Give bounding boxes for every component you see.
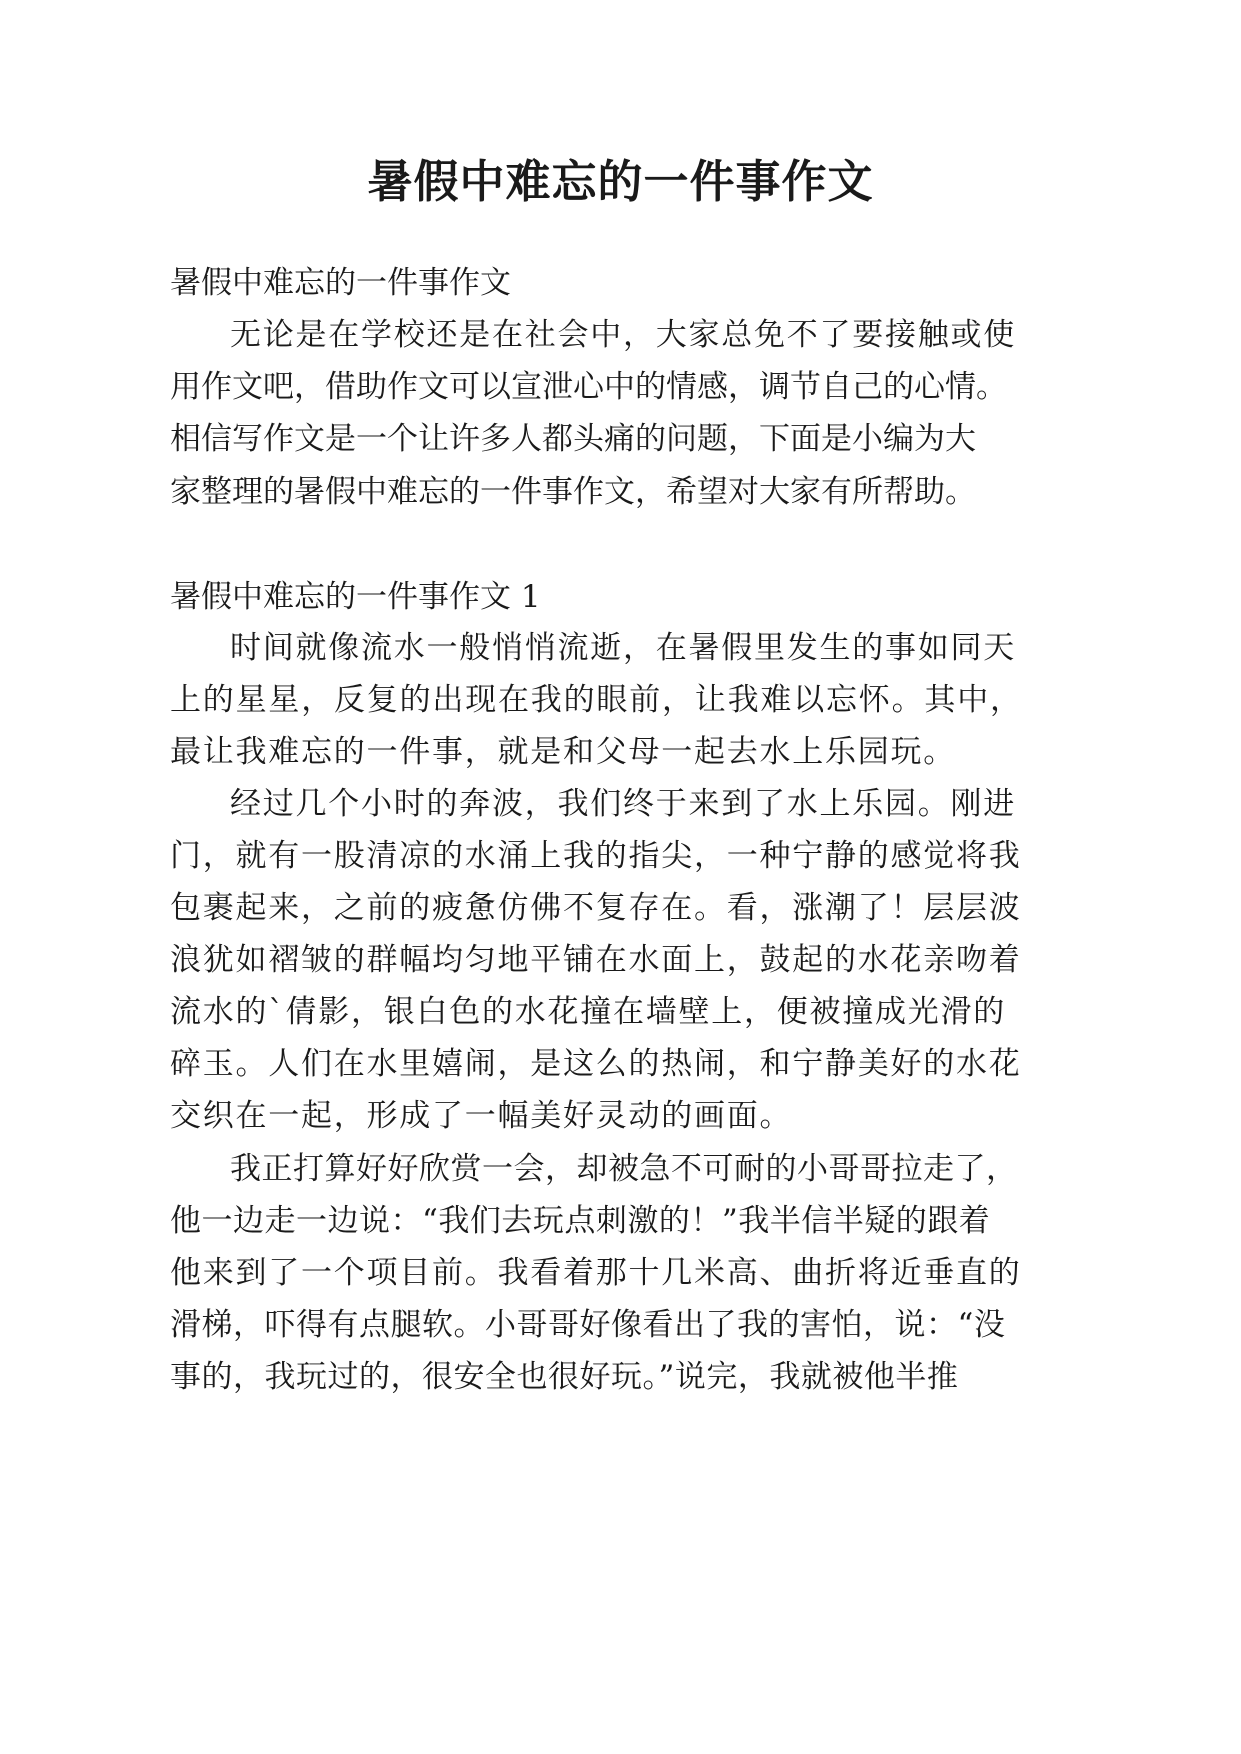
text-line: 交织在一起，形成了一幅美好灵动的画面。 (170, 1098, 793, 1134)
paragraph-line (0, 724, 1241, 780)
text-line: 流水的`倩影，银白色的水花撞在墙壁上，便被撞成光滑的 (170, 994, 1006, 1030)
section-heading (0, 569, 1241, 625)
text-line: 用作文吧，借助作文可以宣泄心中的情感，调节自己的心情。 (170, 369, 1007, 405)
paragraph-line (0, 932, 1241, 988)
paragraph-line (0, 984, 1241, 1040)
paragraph-line (0, 411, 1241, 467)
paragraph-line (0, 1193, 1241, 1249)
text-line: 浪犹如褶皱的群幅均匀地平铺在水面上，鼓起的水花亲吻着 (170, 942, 1022, 978)
text-line: 事的，我玩过的，很安全也很好玩。”说完，我就被他半推 (170, 1359, 959, 1395)
paragraph-line (0, 828, 1241, 884)
text-line: 经过几个小时的奔波，我们终于来到了水上乐园。刚进 (230, 786, 1016, 822)
paragraph-line (0, 1036, 1241, 1092)
paragraph-line (0, 1141, 1241, 1197)
text-line: 门，就有一股清凉的水涌上我的指尖，一种宁静的感觉将我 (170, 838, 1022, 874)
text-line: 最让我难忘的一件事，就是和父母一起去水上乐园玩。 (170, 734, 956, 770)
paragraph-line (0, 1297, 1241, 1353)
text-line: 滑梯，吓得有点腿软。小哥哥好像看出了我的害怕，说：“没 (170, 1307, 1006, 1343)
text-line: 家整理的暑假中难忘的一件事作文，希望对大家有所帮助。 (170, 474, 976, 510)
subtitle-line (0, 255, 1241, 311)
paragraph-line (0, 464, 1241, 520)
text-line: 他来到了一个项目前。我看着那十几米高、曲折将近垂直的 (170, 1255, 1022, 1291)
section-heading-text: 暑假中难忘的一件事作文 1 (170, 579, 541, 615)
text-line: 无论是在学校还是在社会中，大家总免不了要接触或使 (230, 317, 1016, 353)
paragraph-line (0, 307, 1241, 363)
text-line: 暑假中难忘的一件事作文 (170, 265, 511, 301)
text-line: 上的星星，反复的出现在我的眼前，让我难以忘怀。其中， (170, 682, 1023, 718)
text-line: 他一边走一边说：“我们去玩点刺激的！”我半信半疑的跟着 (170, 1203, 991, 1239)
text-line: 碎玉。人们在水里嬉闹，是这么的热闹，和宁静美好的水花 (170, 1046, 1022, 1082)
paragraph-line (0, 672, 1241, 728)
paragraph-line (0, 359, 1241, 415)
paragraph-line (0, 620, 1241, 676)
text-line: 相信写作文是一个让许多人都头痛的问题，下面是小编为大 (170, 421, 976, 457)
text-line: 包裹起来，之前的疲惫仿佛不复存在。看，涨潮了！层层波 (170, 890, 1022, 926)
text-line: 我正打算好好欣赏一会，却被急不可耐的小哥哥拉走了， (230, 1151, 1018, 1187)
paragraph-line (0, 1088, 1241, 1144)
paragraph-line (0, 880, 1241, 936)
paragraph-line (0, 1349, 1241, 1405)
text-line: 时间就像流水一般悄悄流逝，在暑假里发生的事如同天 (230, 630, 1016, 666)
paragraph-line (0, 1245, 1241, 1301)
document-title: 暑假中难忘的一件事作文 (367, 155, 874, 208)
paragraph-line (0, 776, 1241, 832)
